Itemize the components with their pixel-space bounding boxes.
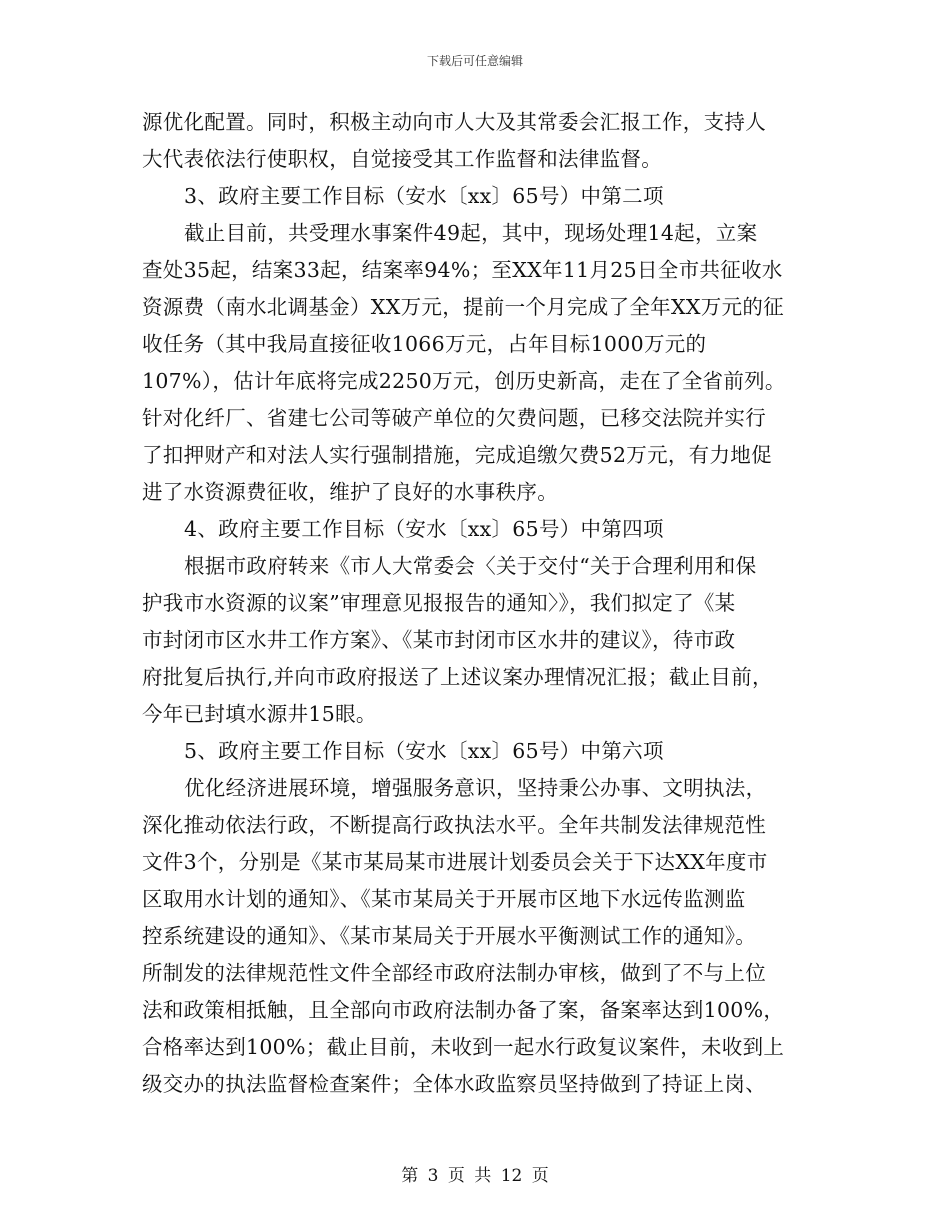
text-line: 源优化配置。同时，积极主动向市人大及其常委会汇报工作，支持人	[142, 110, 766, 134]
text-line: 府批复后执行,并向市政府报送了上述议案办理情况汇报；截止目前，	[142, 665, 773, 689]
text-line: 优化经济进展环境，增强服务意识，坚持秉公办事、文明执法，	[184, 776, 767, 800]
text-line: 资源费（南水北调基金）XX万元，提前一个月完成了全年XX万元的征	[142, 295, 784, 319]
text-line: 根据市政府转来《市人大常委会〈关于交付“关于合理利用和保	[184, 554, 757, 578]
text-line: 针对化纤厂、省建七公司等破产单位的欠费问题，已移交法院并实行	[142, 406, 766, 430]
text-line: 今年已封填水源井15眼。	[142, 702, 377, 726]
text-line: 合格率达到100%；截止目前，未收到一起水行政复议案件，未收到上	[142, 1035, 785, 1059]
text-line: 4、政府主要工作目标（安水〔xx〕65号）中第四项	[184, 517, 664, 541]
text-line: 所制发的法律规范性文件全部经市政府法制办审核，做到了不与上位	[142, 961, 766, 985]
text-line: 护我市水资源的议案”审理意见报报告的通知〉》，我们拟定了《某	[142, 591, 736, 615]
text-line: 截止目前，共受理水事案件49起，其中，现场处理14起，立案	[184, 221, 758, 245]
text-line: 进了水资源费征收，维护了良好的水事秩序。	[142, 480, 558, 504]
text-line: 大代表依法行使职权，自觉接受其工作监督和法律监督。	[142, 147, 662, 171]
text-line: 市封闭市区水井工作方案》、《某市封闭市区水井的建议》，待市政	[142, 628, 736, 652]
text-line: 级交办的执法监督检查案件；全体水政监察员坚持做到了持证上岗、	[142, 1072, 766, 1096]
text-line: 深化推动依法行政，不断提高行政执法水平。全年共制发法律规范性	[142, 813, 766, 837]
text-line: 法和政策相抵触，且全部向市政府法制办备了案，备案率达到100%，	[142, 998, 785, 1022]
text-line: 5、政府主要工作目标（安水〔xx〕65号）中第六项	[184, 739, 664, 763]
document-body	[142, 104, 814, 1103]
text-line: 控系统建设的通知》、《某市某局关于开展水平衡测试工作的通知》。	[142, 924, 757, 948]
page-header: 下载后可任意编辑	[426, 54, 523, 68]
page-footer: 第 3 页 共 12 页	[401, 1166, 549, 1186]
text-line: 区取用水计划的通知》、《某市某局关于开展市区地下水远传监测监	[142, 887, 746, 911]
text-line: 3、政府主要工作目标（安水〔xx〕65号）中第二项	[184, 184, 664, 208]
text-line: 107%），估计年底将完成2250万元，创历史新高，走在了全省前列。	[142, 369, 786, 393]
text-line: 文件3个，分别是《某市某局某市进展计划委员会关于下达XX年度市	[142, 850, 768, 874]
text-line: 查处35起，结案33起，结案率94%；至XX年11月25日全市共征收水	[142, 258, 783, 282]
text-line: 收任务（其中我局直接征收1066万元，占年目标1000万元的	[142, 332, 707, 356]
text-line: 了扣押财产和对法人实行强制措施，完成追缴欠费52万元，有力地促	[142, 443, 772, 467]
